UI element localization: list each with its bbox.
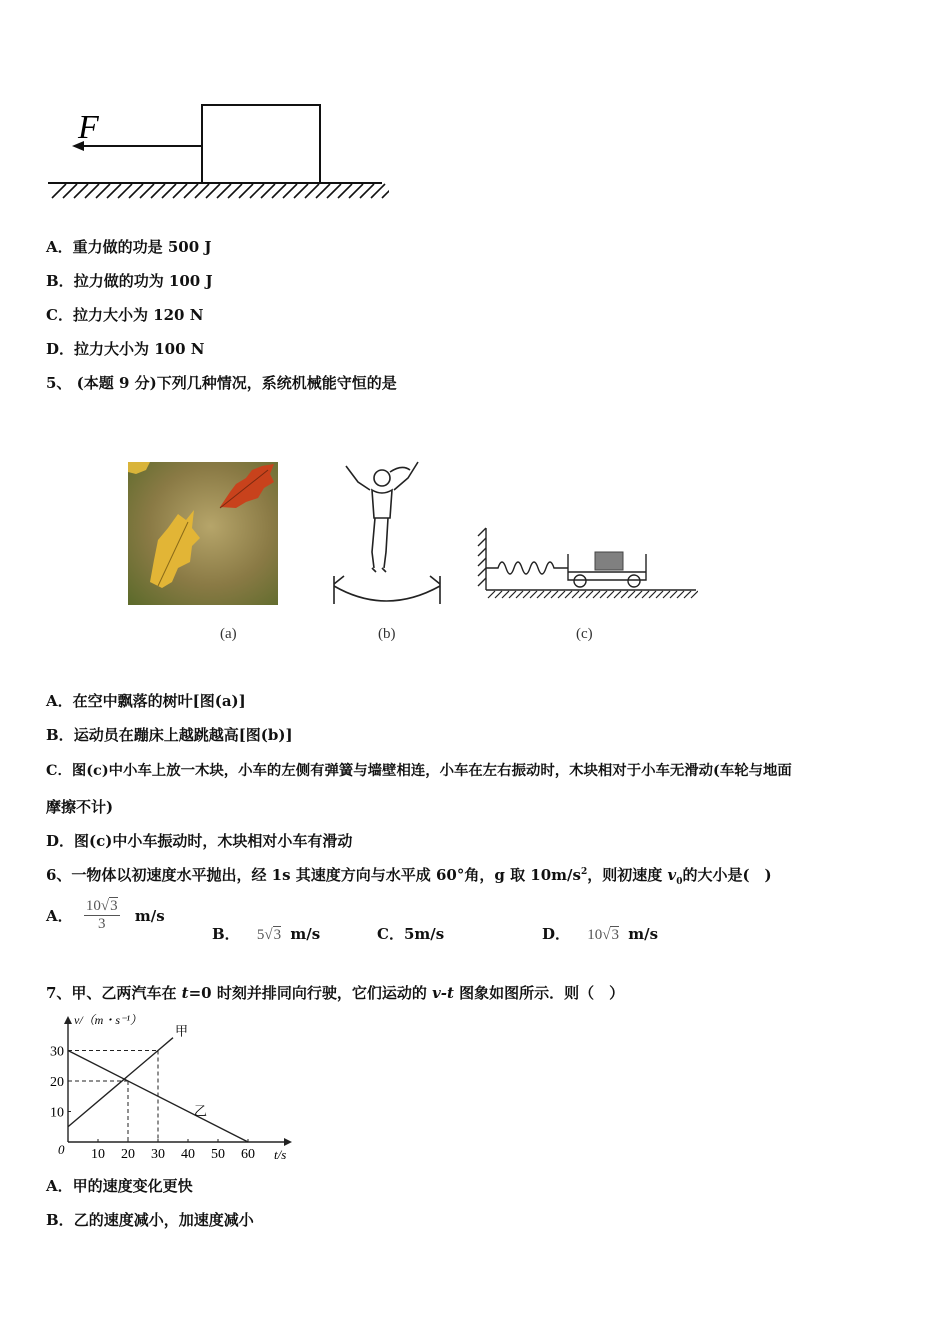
vt-chart: [40, 1010, 300, 1166]
x-tick-label: 10: [91, 1147, 105, 1162]
q7-stem: 7、甲、乙两汽车在 t=0 时刻并排同向行驶，它们运动的 v-t 图象如图所示．则（ ）: [46, 984, 625, 1002]
q4-option-c[interactable]: C．拉力大小为 120 N: [46, 306, 204, 324]
y-axis-arrow: [64, 1016, 72, 1024]
q5-option-c-cont: 摩擦不计): [46, 798, 114, 816]
caption-b: (b): [378, 626, 396, 642]
y-axis-label: v/（m・s⁻¹）: [74, 1013, 142, 1027]
q4-option-a[interactable]: A．重力做的功是 500 J: [46, 238, 212, 256]
q5-stem: 5、 (本题 9 分)下列几种情况，系统机械能守恒的是: [46, 374, 397, 392]
x-tick-label: 20: [121, 1147, 135, 1162]
figure-a-leaves: [128, 462, 278, 605]
force-block-figure: [44, 100, 389, 205]
q6-option-a[interactable]: A． $\frac{10√3}{3}$ m/s: [46, 898, 165, 932]
q4-option-b[interactable]: B．拉力做的功为 100 J: [46, 272, 213, 290]
fraction: $\frac{10√3}{3}$: [85, 898, 118, 932]
q4-option-d[interactable]: D．拉力大小为 100 N: [46, 340, 205, 358]
y-tick-label: 30: [50, 1044, 64, 1060]
block: [202, 105, 320, 183]
y-tick-label: 10: [50, 1105, 64, 1121]
figure-b-trampoline: [328, 456, 448, 610]
q7-option-b[interactable]: B．乙的速度减小，加速度减小: [46, 1211, 254, 1229]
caption-c: (c): [576, 626, 593, 642]
origin-label: 0: [58, 1142, 65, 1157]
series-label: 乙: [194, 1103, 208, 1119]
q6-option-c[interactable]: C．5m/s: [377, 925, 445, 943]
wooden-block: [595, 552, 623, 570]
x-tick-label: 60: [241, 1147, 255, 1162]
series-line: [68, 1038, 173, 1127]
q5-option-a[interactable]: A．在空中飘落的树叶[图(a)]: [46, 692, 246, 710]
x-axis-arrow: [284, 1138, 292, 1146]
q6-stem: 6、一物体以初速度水平抛出，经 1s 其速度方向与水平成 60°角，g 取 $10m/s^2$，则初速度 $v_0$的大小是( ): [46, 866, 772, 887]
q6-option-d[interactable]: D． 10√3 m/s: [542, 925, 659, 943]
x-tick-label: 30: [151, 1147, 165, 1162]
ground-hatch: [52, 184, 389, 198]
q5-option-c[interactable]: C．图(c)中小车上放一木块，小车的左侧有弹簧与墙壁相连，小车在左右振动时，木块相对于小车无滑动(车轮与地面: [46, 762, 792, 779]
q5-option-d[interactable]: D．图(c)中小车振动时，木块相对小车有滑动: [46, 832, 353, 850]
y-tick-label: 20: [50, 1075, 64, 1090]
force-label: F: [78, 109, 99, 146]
series-label: 甲: [175, 1023, 189, 1039]
q7-option-a[interactable]: A．甲的速度变化更快: [46, 1177, 193, 1195]
x-axis-label: t/s: [274, 1147, 287, 1162]
x-tick-label: 40: [181, 1147, 195, 1162]
caption-a: (a): [220, 626, 237, 642]
q6-option-b[interactable]: B． 5√3 m/s: [212, 925, 321, 943]
x-tick-label: 50: [211, 1147, 225, 1162]
q5-option-b[interactable]: B．运动员在蹦床上越跳越高[图(b)]: [46, 726, 293, 744]
figure-c-spring-cart: [476, 524, 698, 604]
